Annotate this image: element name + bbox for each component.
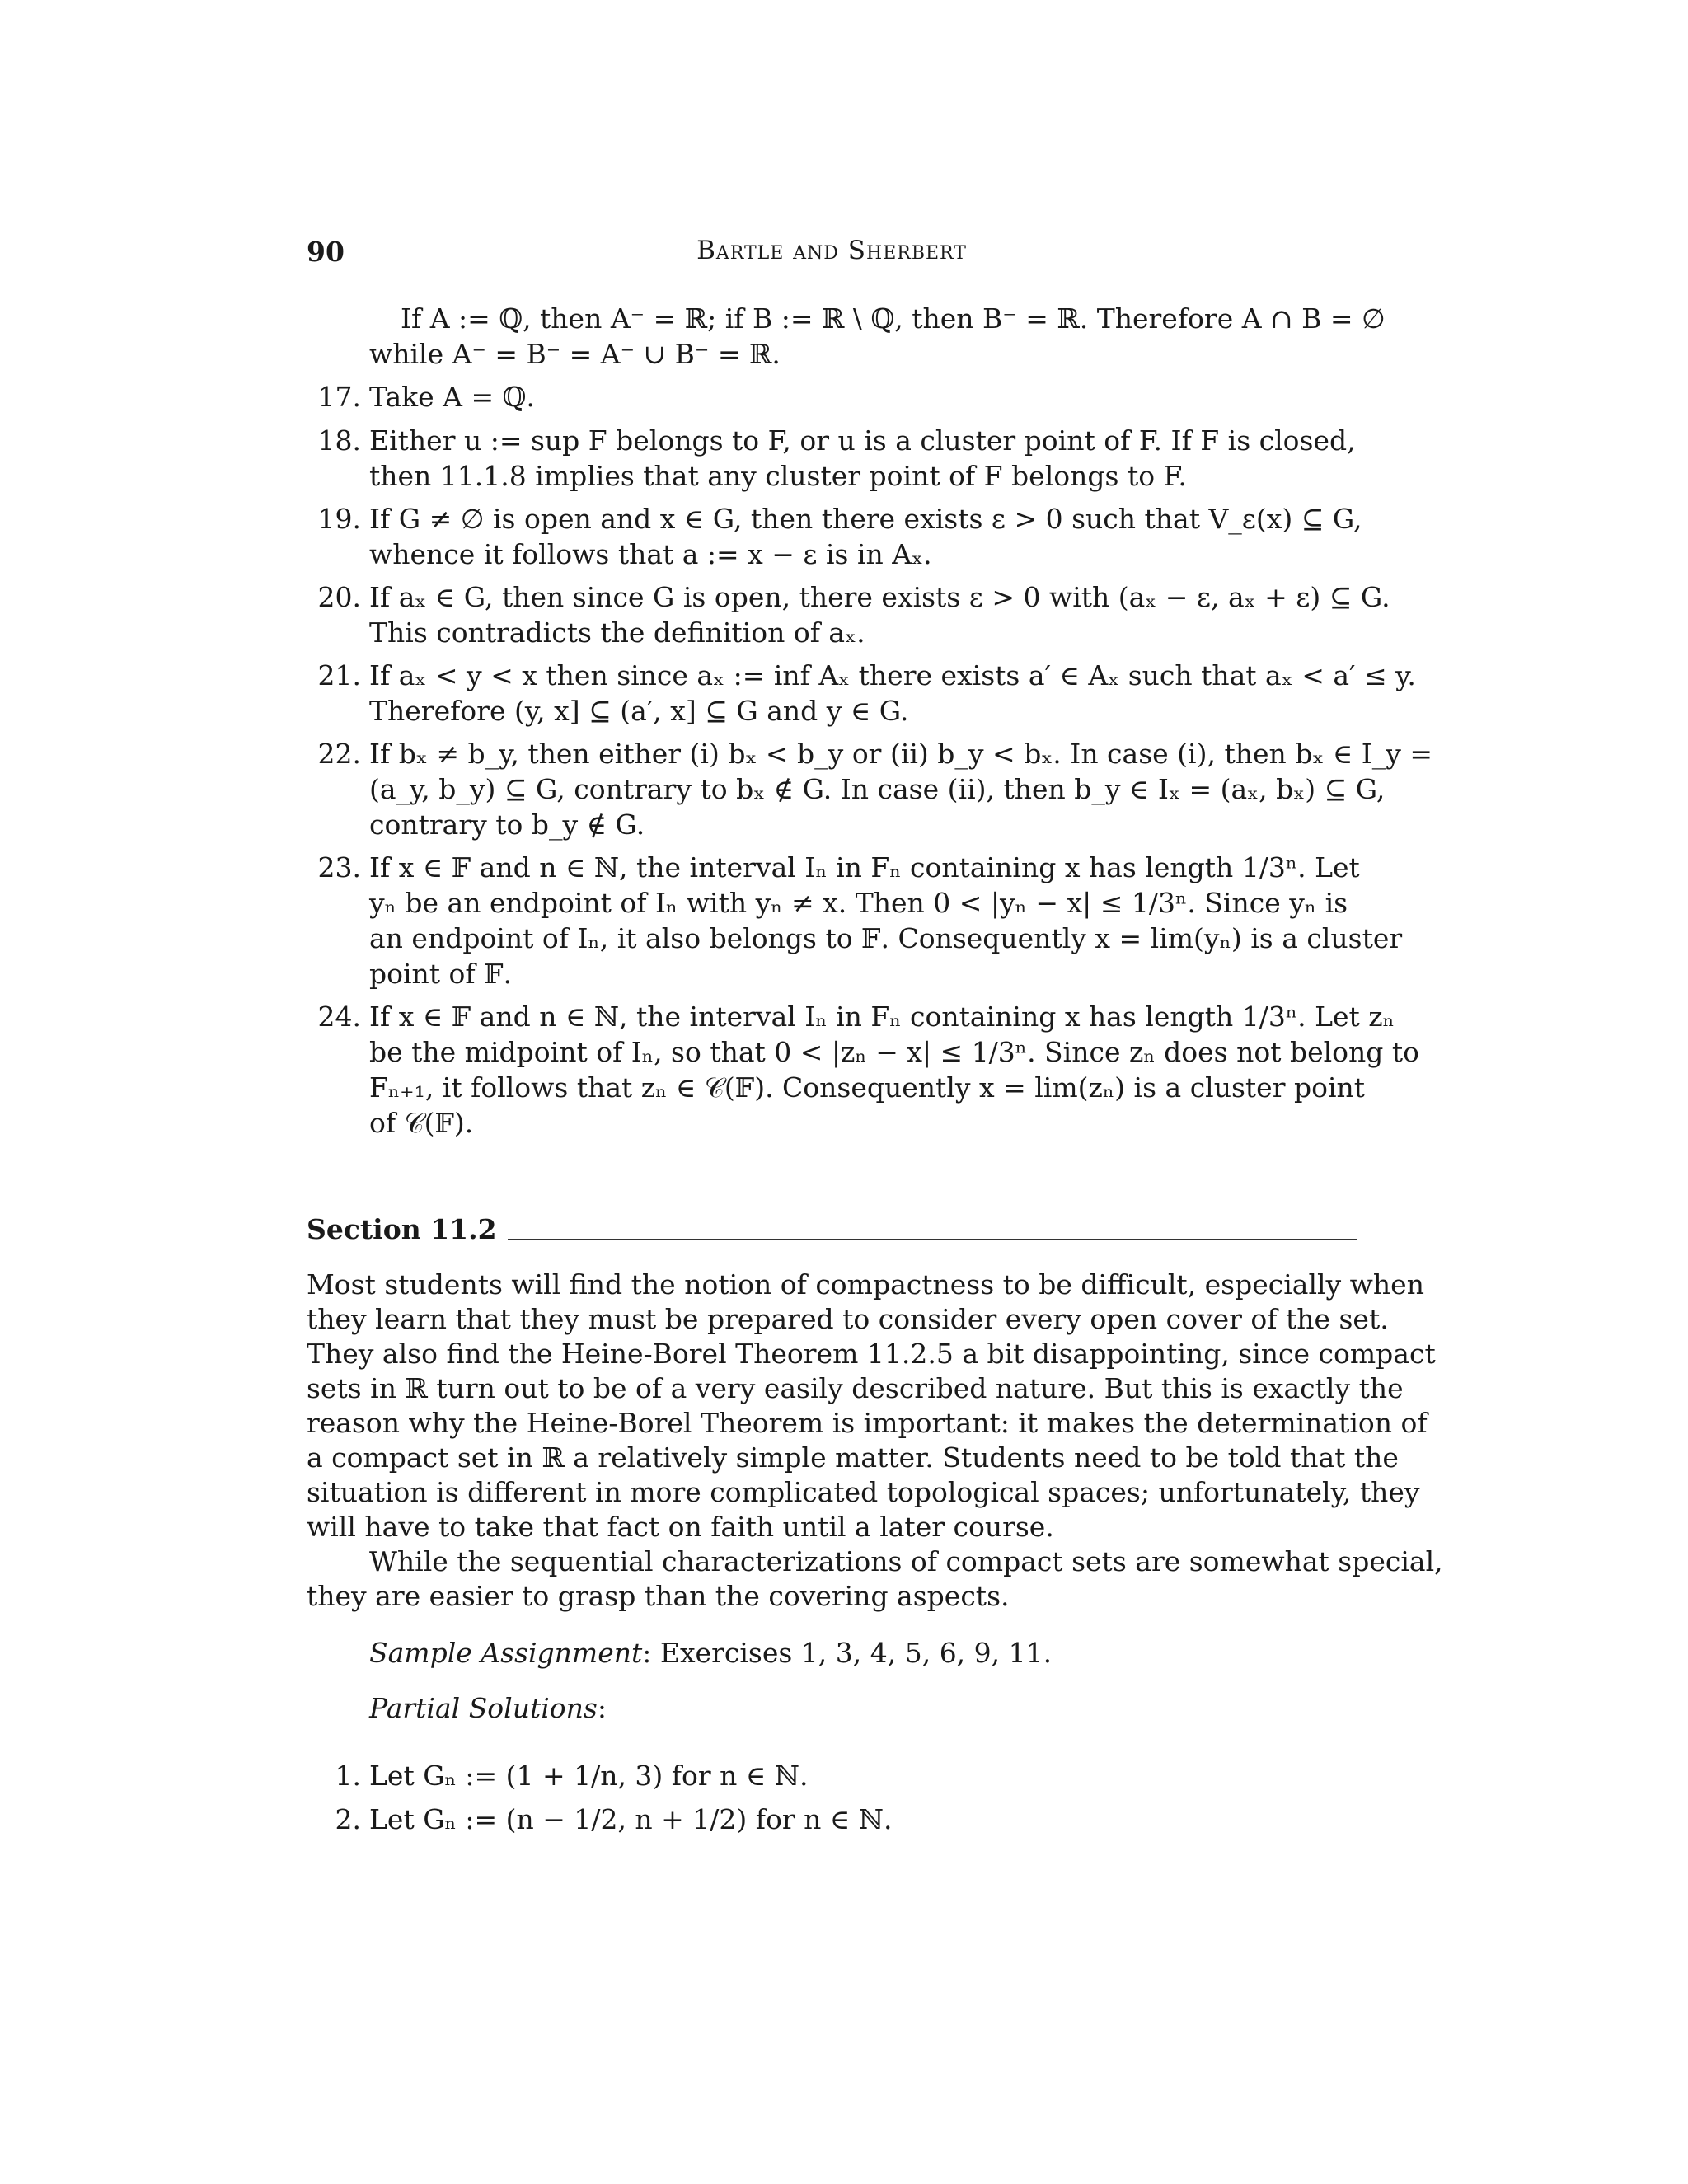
text-line: Therefore (y, x] ⊆ (a′, x] ⊆ G and y ∈ G. bbox=[369, 695, 909, 727]
running-head: Bartle and Sherbert bbox=[696, 236, 967, 265]
exercise-text bbox=[369, 1802, 1357, 1837]
partial-solutions-heading bbox=[307, 1691, 1419, 1726]
exercise-number: 1. bbox=[335, 1760, 361, 1792]
text-line: If bₓ ≠ b_y, then either (i) bₓ < b_y or (ii) b_y < bₓ. In case (i), then bₓ ∈ I_y = bbox=[369, 738, 1433, 770]
text-line: If A := ℚ, then A⁻ = ℝ; if B := ℝ \ ℚ, then B⁻ = ℝ. Therefore A ∩ B = ∅ bbox=[401, 302, 1386, 335]
exercise-text bbox=[369, 658, 1416, 729]
exercise-text bbox=[369, 1758, 1357, 1793]
text-line: reason why the Heine-Borel Theorem is important: it makes the determination of bbox=[307, 1407, 1428, 1439]
section-paragraph bbox=[307, 1268, 1436, 1544]
text-line: will have to take that fact on faith until a later course. bbox=[307, 1511, 1054, 1543]
sample-assignment-label: Sample Assignment bbox=[369, 1637, 643, 1669]
exercise-number: 22. bbox=[317, 738, 361, 770]
exercise-text bbox=[369, 379, 1357, 415]
exercise-text bbox=[369, 501, 1362, 572]
text-line: Most students will find the notion of compactness to be difficult, especially when bbox=[307, 1268, 1424, 1301]
exercise-number: 21. bbox=[317, 659, 361, 691]
text-line: be the midpoint of Iₙ, so that 0 < |zₙ − x| ≤ 1/3ⁿ. Since zₙ does not belong to bbox=[369, 1036, 1420, 1068]
section-heading bbox=[307, 1213, 1357, 1251]
partial-solutions-colon: : bbox=[597, 1692, 607, 1724]
text-line: (a_y, b_y) ⊆ G, contrary to bₓ ∉ G. In case (ii), then b_y ∈ Iₓ = (aₓ, bₓ) ⊆ G, bbox=[369, 773, 1386, 805]
page-number: 90 bbox=[307, 236, 345, 268]
exercise-number: 24. bbox=[317, 1001, 361, 1033]
text-line: If x ∈ 𝔽 and n ∈ ℕ, the interval Iₙ in Fₙ containing x has length 1/3ⁿ. Let zₙ bbox=[369, 1001, 1395, 1033]
sample-assignment bbox=[307, 1636, 1419, 1671]
sample-assignment-text: : Exercises 1, 3, 4, 5, 6, 9, 11. bbox=[642, 1637, 1053, 1669]
text-line: they learn that they must be prepared to consider every open cover of the set. bbox=[307, 1303, 1389, 1335]
section-paragraph bbox=[307, 1544, 1443, 1614]
exercise-number: 20. bbox=[317, 581, 361, 613]
text-line: situation is different in more complicated topological spaces; unfortunately, they bbox=[307, 1476, 1420, 1508]
section-rule bbox=[508, 1239, 1357, 1240]
page-header bbox=[307, 236, 1357, 274]
text-line: Either u := sup F belongs to F, or u is a cluster point of F. If F is closed, bbox=[369, 424, 1356, 457]
exercise-number: 18. bbox=[317, 424, 361, 457]
partial-solutions-label: Partial Solutions bbox=[369, 1692, 598, 1724]
exercise-number: 17. bbox=[317, 381, 361, 413]
text-line: sets in ℝ turn out to be of a very easily described nature. But this is exactly the bbox=[307, 1372, 1404, 1404]
text-line: an endpoint of Iₙ, it also belongs to 𝔽. Consequently x = lim(yₙ) is a cluster bbox=[369, 922, 1403, 954]
exercise-text bbox=[369, 850, 1403, 991]
text-line: Let Gₙ := (1 + 1/n, 3) for n ∈ ℕ. bbox=[369, 1760, 809, 1792]
section-title: Section 11.2 bbox=[307, 1213, 497, 1245]
text-line: If G ≠ ∅ is open and x ∈ G, then there exists ε > 0 such that V_ε(x) ⊆ G, bbox=[369, 503, 1362, 535]
text-line: They also find the Heine-Borel Theorem 11.2.5 a bit disappointing, since compact bbox=[307, 1338, 1436, 1370]
text-line: If aₓ ∈ G, then since G is open, there exists ε > 0 with (aₓ − ε, aₓ + ε) ⊆ G. bbox=[369, 581, 1390, 613]
exercise-text bbox=[369, 999, 1420, 1141]
text-line: a compact set in ℝ a relatively simple matter. Students need to be told that the bbox=[307, 1441, 1399, 1474]
text-line: If aₓ < y < x then since aₓ := inf Aₓ there exists a′ ∈ Aₓ such that aₓ < a′ ≤ y. bbox=[369, 659, 1416, 691]
exercise-text bbox=[369, 423, 1357, 494]
exercise-text bbox=[369, 579, 1390, 650]
text-line: yₙ be an endpoint of Iₙ with yₙ ≠ x. Then 0 < |yₙ − x| ≤ 1/3ⁿ. Since yₙ is bbox=[369, 887, 1348, 919]
exercise-number: 2. bbox=[335, 1803, 361, 1835]
text-line: they are easier to grasp than the covering aspects. bbox=[307, 1580, 1010, 1612]
text-line: contrary to b_y ∉ G. bbox=[369, 808, 645, 841]
text-line: while A⁻ = B⁻ = A⁻ ∪ B⁻ = ℝ. bbox=[369, 338, 781, 370]
text-line: While the sequential characterizations of compact sets are somewhat special, bbox=[369, 1545, 1443, 1577]
text-line: point of 𝔽. bbox=[369, 958, 513, 990]
text-line: Fₙ₊₁, it follows that zₙ ∈ 𝒞(𝔽). Consequently x = lim(zₙ) is a cluster point bbox=[369, 1071, 1366, 1104]
text-line: Take A = ℚ. bbox=[369, 381, 535, 413]
text-line: If x ∈ 𝔽 and n ∈ ℕ, the interval Iₙ in Fₙ containing x has length 1/3ⁿ. Let bbox=[369, 851, 1360, 883]
text-line: Let Gₙ := (n − 1/2, n + 1/2) for n ∈ ℕ. bbox=[369, 1803, 893, 1835]
text-line: whence it follows that a := x − ε is in Aₓ. bbox=[369, 538, 932, 570]
text-line: This contradicts the definition of aₓ. bbox=[369, 616, 865, 649]
exercise-text bbox=[369, 736, 1433, 842]
text-line: then 11.1.8 implies that any cluster point of F belongs to F. bbox=[369, 460, 1187, 492]
exercise-number: 19. bbox=[317, 503, 361, 535]
text-line: of 𝒞(𝔽). bbox=[369, 1107, 474, 1139]
exercise-number: 23. bbox=[317, 851, 361, 883]
continuation-paragraph bbox=[369, 301, 1386, 372]
